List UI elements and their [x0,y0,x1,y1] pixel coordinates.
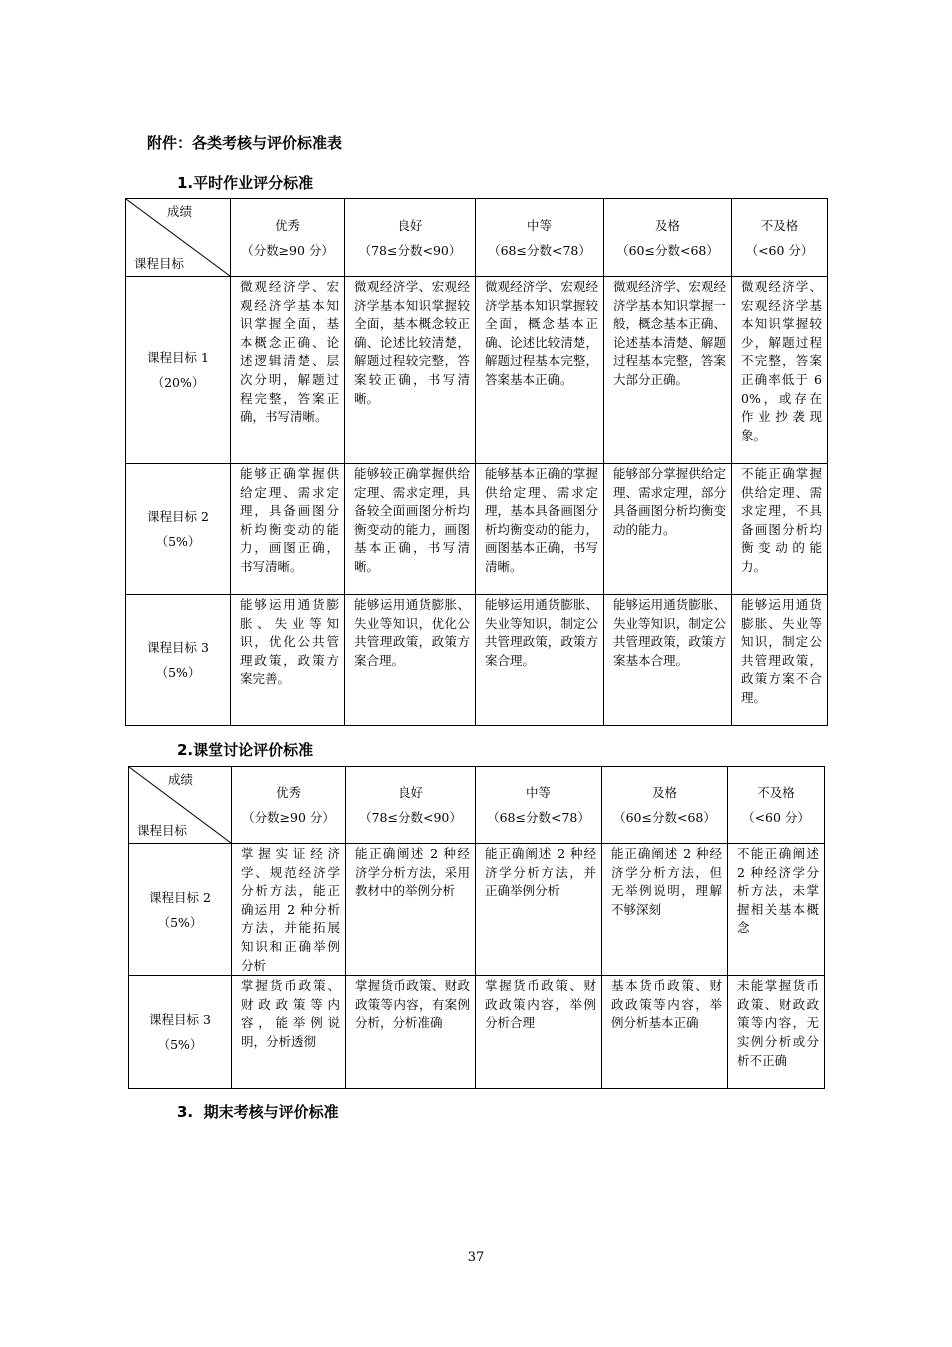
grade-header: 良好 （78≤分数<90） [345,199,476,277]
corner-grade-label: 成绩 [167,772,193,787]
row-label: 课程目标 2 （5%） [129,844,232,976]
criteria-cell: 掌握货币政策、财政政策等内容，有案例分析，分析准确 [346,976,476,1089]
grade-header: 及格 （60≤分数<68） [602,767,728,844]
criteria-cell: 未能掌握货币政策、财政政策等内容，无实例分析或分析不正确 [728,976,825,1089]
criteria-cell: 微观经济学、宏观经济学基本知识掌握全面，基本概念正确、论述逻辑清楚、层次分明，解题过程完整，答案正确，书写清晰。 [231,277,345,464]
row-label: 课程目标 3 （5%） [126,595,231,726]
corner-target-label: 课程目标 [137,823,188,838]
row-label: 课程目标 1 （20%） [126,277,231,464]
criteria-cell: 能正确阐述 2 种经济学分析方法，采用教材中的举例分析 [346,844,476,976]
criteria-cell: 能够运用通货膨胀、失业等知识，优化公共管理政策，政策方案合理。 [345,595,476,726]
section3-heading: 3. 期末考核与评价标准 [177,1103,339,1121]
grade-header: 优秀 （分数≥90 分） [232,767,346,844]
criteria-cell: 微观经济学、宏观经济学基本知识掌握较全面，概念基本正确、论述比较清楚，解题过程基本完整，答案基本正确。 [476,277,604,464]
row-label: 课程目标 3 （5%） [129,976,232,1089]
criteria-cell: 掌握货币政策、财政政策等内容，能举例说明，分析透彻 [232,976,346,1089]
grade-header: 中等 （68≤分数<78） [476,767,602,844]
criteria-cell: 能够运用通货膨胀、失业等知识，优化公共管理政策，政策方案完善。 [231,595,345,726]
criteria-cell: 掌握货币政策、财政政策内容，举例分析合理 [476,976,602,1089]
grade-header: 优秀 （分数≥90 分） [231,199,345,277]
section1-heading: 1.平时作业评分标准 [177,174,314,192]
criteria-cell: 能够运用通货膨胀、失业等知识，制定公共管理政策，政策方案不合理。 [732,595,828,726]
criteria-cell: 基本货币政策、财政政策等内容，举例分析基本正确 [602,976,728,1089]
criteria-cell: 微观经济学、宏观经济学基本知识掌握较全面，基本概念较正确、论述比较清楚，解题过程较完整，答案较正确，书写清晰。 [345,277,476,464]
grade-header: 不及格 （<60 分） [728,767,825,844]
corner-header [129,767,232,844]
criteria-cell: 能够正确掌握供给定理、需求定理，具备画图分析均衡变动的能力，画图正确，书写清晰。 [231,464,345,595]
criteria-cell: 掌握实证经济学、规范经济学分析方法，能正确运用 2 种分析方法，并能拓展知识和正确举例分析 [232,844,346,976]
criteria-cell: 不能正确掌握供给定理、需求定理，不具备画图分析均衡变动的能力。 [732,464,828,595]
criteria-cell: 微观经济学、宏观经济学基本知识掌握一般，概念基本正确、论述基本清楚、解题过程基本完整，答案大部分正确。 [604,277,732,464]
homework-grading-table [125,198,828,726]
criteria-cell: 能正确阐述 2 种经济学分析方法，但无举例说明，理解不够深刻 [602,844,728,976]
criteria-cell: 能够运用通货膨胀、失业等知识，制定公共管理政策，政策方案合理。 [476,595,604,726]
table-row [126,277,828,464]
corner-header [126,199,231,277]
grade-header: 中等 （68≤分数<78） [476,199,604,277]
criteria-cell: 能正确阐述 2 种经济学分析方法，并正确举例分析 [476,844,602,976]
table-row [129,976,825,1089]
discussion-grading-table [128,766,825,1089]
criteria-cell: 不能正确阐述 2 种经济学分析方法，未掌握相关基本概念 [728,844,825,976]
page-title: 附件：各类考核与评价标准表 [147,134,343,152]
grade-header: 良好 （78≤分数<90） [346,767,476,844]
criteria-cell: 能够较正确掌握供给定理、需求定理，具备较全面画图分析均衡变动的能力，画图基本正确，书写清晰。 [345,464,476,595]
criteria-cell: 微观经济学、宏观经济学基本知识掌握较少，解题过程不完整，答案正确率低于 60%，或存在作业抄袭现象。 [732,277,828,464]
criteria-cell: 能够部分掌握供给定理、需求定理，部分具备画图分析均衡变动的能力。 [604,464,732,595]
grade-header: 不及格 （<60 分） [732,199,828,277]
grade-header: 及格 （60≤分数<68） [604,199,732,277]
table-row [126,464,828,595]
criteria-cell: 能够运用通货膨胀、失业等知识，制定公共管理政策，政策方案基本合理。 [604,595,732,726]
criteria-cell: 能够基本正确的掌握供给定理、需求定理，基本具备画图分析均衡变动的能力，画图基本正确，书写清晰。 [476,464,604,595]
row-label: 课程目标 2 （5%） [126,464,231,595]
table-row [129,844,825,976]
page-number: 37 [467,1250,485,1265]
table-row [126,595,828,726]
section2-heading: 2.课堂讨论评价标准 [177,741,314,759]
corner-grade-label: 成绩 [166,204,192,219]
corner-target-label: 课程目标 [134,256,185,271]
